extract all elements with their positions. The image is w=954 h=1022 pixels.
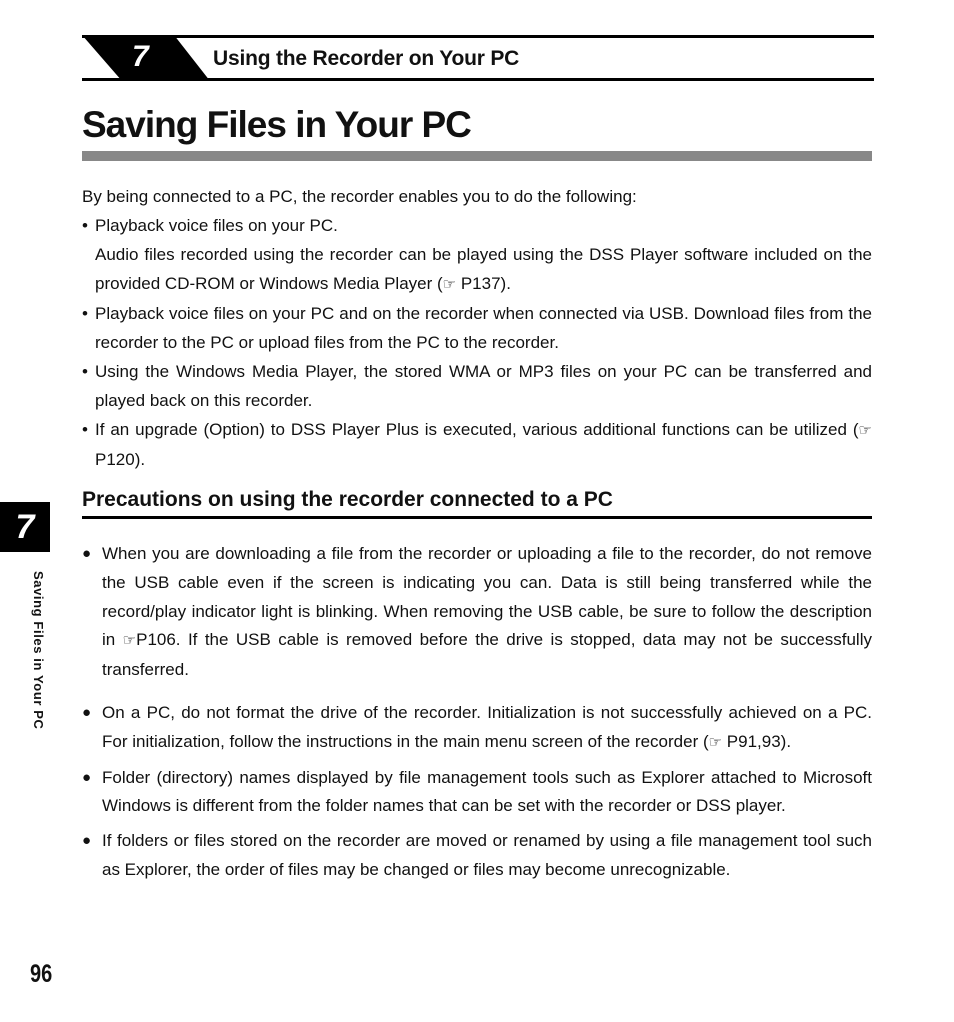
bullet-detail-text: Audio files recorded using the recorder can be played using the DSS Player software included on the provided CD-ROM or Windows Media Player ( [95,245,872,293]
precaution-item [82,764,872,822]
precaution-item [82,699,872,758]
bullet-marker: • [82,420,88,439]
page-number: 96 [30,960,53,988]
bullet-text: Using the Windows Media Player, the stored WMA or MP3 files on your PC can be transferred and played back on this recorder. [95,362,872,410]
precaution-item [82,540,872,685]
section-title: Using the Recorder on Your PC [213,47,520,70]
precautions-list [82,540,872,885]
side-chapter-tab: 7 [0,502,50,552]
bullet-dot-icon: ● [82,545,92,562]
precaution-text [102,699,872,758]
bullet-item [82,211,872,240]
bullet-marker: • [82,304,88,323]
page-title: Saving Files in Your PC [82,104,471,145]
precaution-text: If folders or files stored on the recorder are moved or renamed by using a file management tool such as Explorer, the order of files may be changed or files may become unrecognizable. [102,831,872,879]
page-reference: P120). [95,450,146,469]
bullet-item [82,415,872,474]
chapter-number: 7 [132,40,149,73]
bullet-marker: • [82,362,88,381]
precaution-text-part: On a PC, do not format the drive of the recorder. Initialization is not successfully achieved on a PC. For initialization, follow the instructions in the main menu screen of the recorder ( [102,702,872,751]
bullet-text: If an upgrade (Option) to DSS Player Plus is executed, various additional functions can be utilized ( [95,420,859,439]
precaution-text-part: P91,93). [722,731,792,751]
chapter-header [82,35,874,81]
precaution-text-part: When you are downloading a file from the recorder or uploading a file to the recorder, do not remove the USB cable even if the screen is indicating you can. Data is still being transferred while the record/play indicator light is blinking. When removing the USB cable, be sure to follow the description in [102,544,872,650]
intro-paragraph: By being connected to a PC, the recorder enables you to do the following: [82,187,637,206]
bullet-text: Playback voice files on your PC. [95,216,338,235]
precaution-text-part: P106. If the USB cable is removed before the drive is stopped, data may not be successfully transferred. [102,630,872,680]
reference-hand-icon: ☞ [442,276,457,293]
reference-hand-icon: ☞ [858,422,872,439]
precautions-heading: Precautions on using the recorder connected to a PC [82,488,872,519]
bullet-dot-icon: ● [82,768,92,786]
precaution-text [102,540,872,685]
bullet-dot-icon: ● [82,832,92,850]
bullet-text-with-reference [95,415,872,474]
reference-hand-icon: ☞ [122,632,137,650]
precaution-text: Folder (directory) names displayed by file management tools such as Explorer attached to Microsoft Windows is different from the folder names that can be set with the recorder or DSS player. [102,767,872,816]
bullet-text: Playback voice files on your PC and on the recorder when connected via USB. Download files from the recorder to the PC or upload files from the PC to the recorder. [95,304,872,352]
bullet-item [82,357,872,415]
side-chapter-label: Saving Files in Your PC [31,571,46,730]
bullet-dot-icon: ● [82,703,92,721]
reference-hand-icon: ☞ [708,733,723,751]
page-reference: P137). [456,274,511,293]
bullet-marker: • [82,216,88,235]
title-rule [82,151,872,161]
header-rule-top [82,35,874,38]
precaution-item [82,827,872,885]
bullet-item [82,299,872,357]
bullet-continuation [82,240,872,299]
intro-section [82,182,872,474]
